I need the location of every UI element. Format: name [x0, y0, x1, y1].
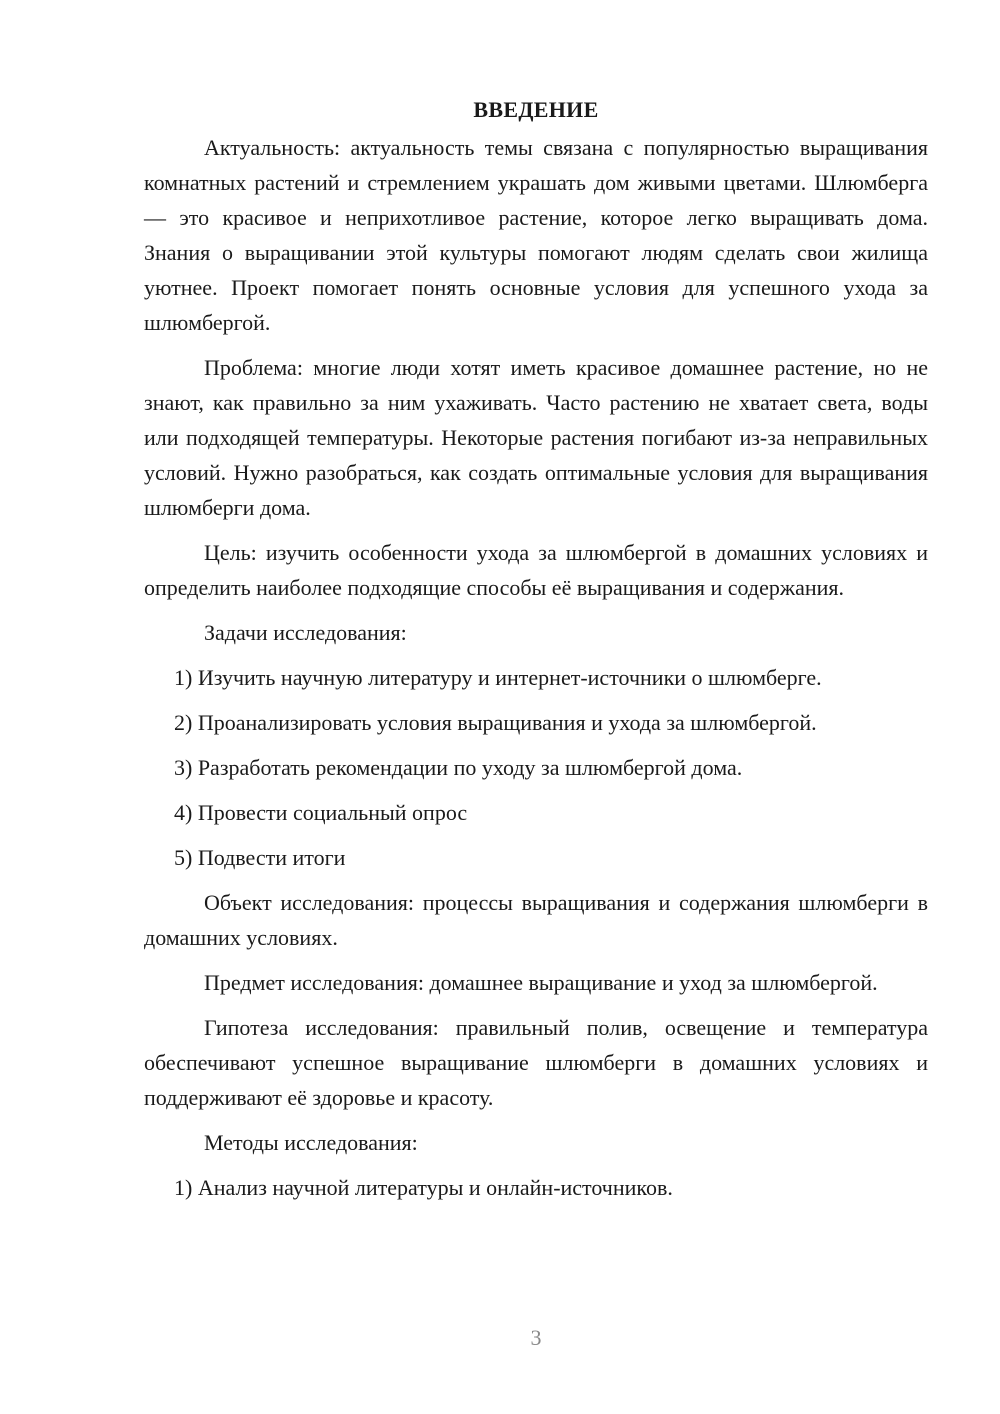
list-item: 3) Разработать рекомендации по уходу за шлюмбергой дома.	[174, 755, 743, 780]
goal-paragraph: Цель: изучить особенности ухода за шлюмбергой в домашних условиях и определить наиболее подходящие способы её выращивания и содержания.	[144, 540, 928, 600]
methods-label: Методы исследования:	[204, 1130, 418, 1155]
list-item: 2) Проанализировать условия выращивания и ухода за шлюмбергой.	[174, 710, 817, 735]
relevance-paragraph: Актуальность: актуальность темы связана с популярностью выращивания комнатных растений и стремлением украшать дом живыми цветами. Шлюмберга — это красивое и неприхотливое растение, которое легко выращивать дома. Знания о выращивании этой культуры помогают людям сделать свои жилища уютнее. Проект помогает понять основные условия для успешного ухода за шлюмбергой.	[144, 135, 928, 335]
tasks-label: Задачи исследования:	[204, 620, 407, 645]
list-item: 4) Провести социальный опрос	[174, 800, 468, 825]
object-paragraph: Объект исследования: процессы выращивания и содержания шлюмберги в домашних условиях.	[144, 890, 928, 950]
problem-paragraph: Проблема: многие люди хотят иметь красивое домашнее растение, но не знают, как правильно за ним ухаживать. Часто растению не хватает света, воды или подходящей температуры. Некоторые растения погибают из-за неправильных условий. Нужно разобраться, как создать оптимальные условия для выращивания шлюмберги дома.	[144, 355, 928, 520]
page-content	[144, 92, 928, 1215]
hypothesis-paragraph: Гипотеза исследования: правильный полив, освещение и температура обеспечивают успешное выращивание шлюмберги в домашних условиях и поддерживают её здоровье и красоту.	[144, 1015, 928, 1110]
list-item: 5) Подвести итоги	[174, 845, 346, 870]
methods-list	[144, 1170, 928, 1205]
tasks-list	[144, 660, 928, 875]
subject-paragraph: Предмет исследования: домашнее выращивание и уход за шлюмбергой.	[204, 970, 878, 995]
list-item: 1) Изучить научную литературу и интернет-источники о шлюмберге.	[174, 665, 822, 690]
list-item: 1) Анализ научной литературы и онлайн-источников.	[174, 1175, 673, 1200]
section-heading: ВВЕДЕНИЕ	[473, 97, 599, 122]
page-number: 3	[530, 1325, 542, 1350]
